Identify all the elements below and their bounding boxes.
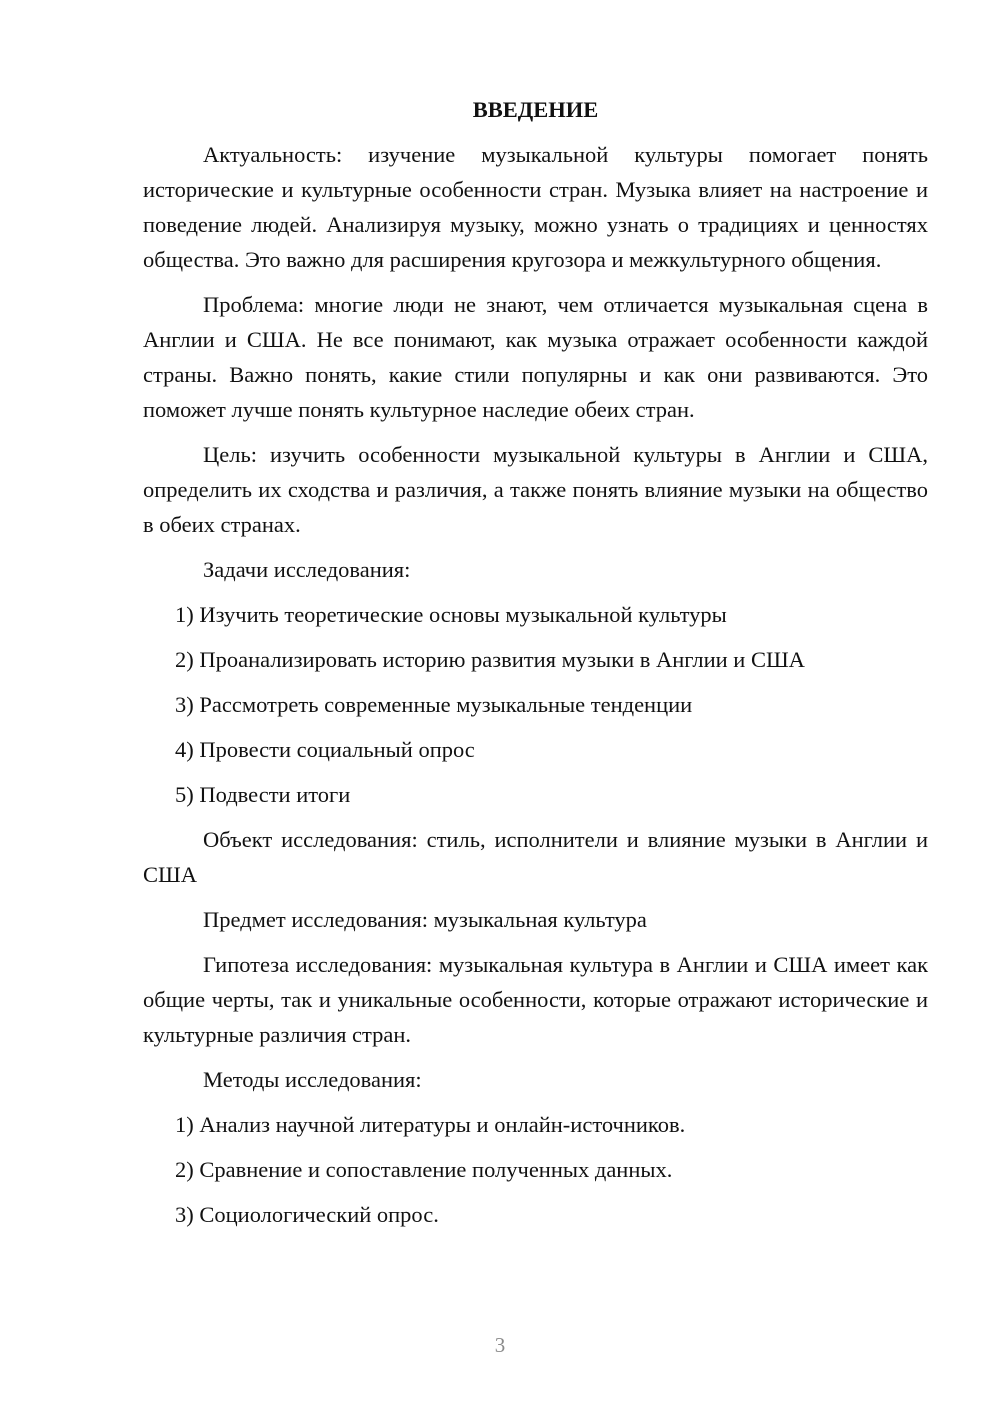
page-content — [143, 92, 928, 1242]
page-number: 3 — [494, 1333, 506, 1357]
method-item: 1) Анализ научной литературы и онлайн-источников. — [175, 1112, 686, 1137]
object-paragraph: Объект исследования: стиль, исполнители и влияние музыки в Англии и США — [143, 827, 928, 887]
task-item: 4) Провести социальный опрос — [175, 737, 475, 762]
task-item: 2) Проанализировать историю развития музыки в Англии и США — [175, 647, 805, 672]
goal-paragraph: Цель: изучить особенности музыкальной культуры в Англии и США, определить их сходства и различия, а также понять влияние музыки на общество в обеих странах. — [143, 442, 928, 537]
task-item: 1) Изучить теоретические основы музыкальной культуры — [175, 602, 727, 627]
task-item: 5) Подвести итоги — [175, 782, 351, 807]
method-item: 2) Сравнение и сопоставление полученных данных. — [175, 1157, 673, 1182]
methods-heading: Методы исследования: — [203, 1067, 422, 1092]
method-item: 3) Социологический опрос. — [175, 1202, 439, 1227]
tasks-heading: Задачи исследования: — [203, 557, 411, 582]
subject-paragraph: Предмет исследования: музыкальная культура — [203, 907, 647, 932]
relevance-paragraph: Актуальность: изучение музыкальной культуры помогает понять исторические и культурные особенности стран. Музыка влияет на настроение и поведение людей. Анализируя музыку, можно узнать о традициях и ценностях общества. Это важно для расширения кругозора и межкультурного общения. — [143, 142, 928, 272]
tasks-list — [143, 597, 928, 812]
methods-list — [143, 1107, 928, 1232]
problem-paragraph: Проблема: многие люди не знают, чем отличается музыкальная сцена в Англии и США. Не все понимают, как музыка отражает особенности каждой страны. Важно понять, какие стили популярны и как они развиваются. Это поможет лучше понять культурное наследие обеих стран. — [143, 292, 928, 422]
task-item: 3) Рассмотреть современные музыкальные тенденции — [175, 692, 693, 717]
hypothesis-paragraph: Гипотеза исследования: музыкальная культура в Англии и США имеет как общие черты, так и уникальные особенности, которые отражают исторические и культурные различия стран. — [143, 952, 928, 1047]
section-title: ВВЕДЕНИЕ — [472, 97, 599, 122]
